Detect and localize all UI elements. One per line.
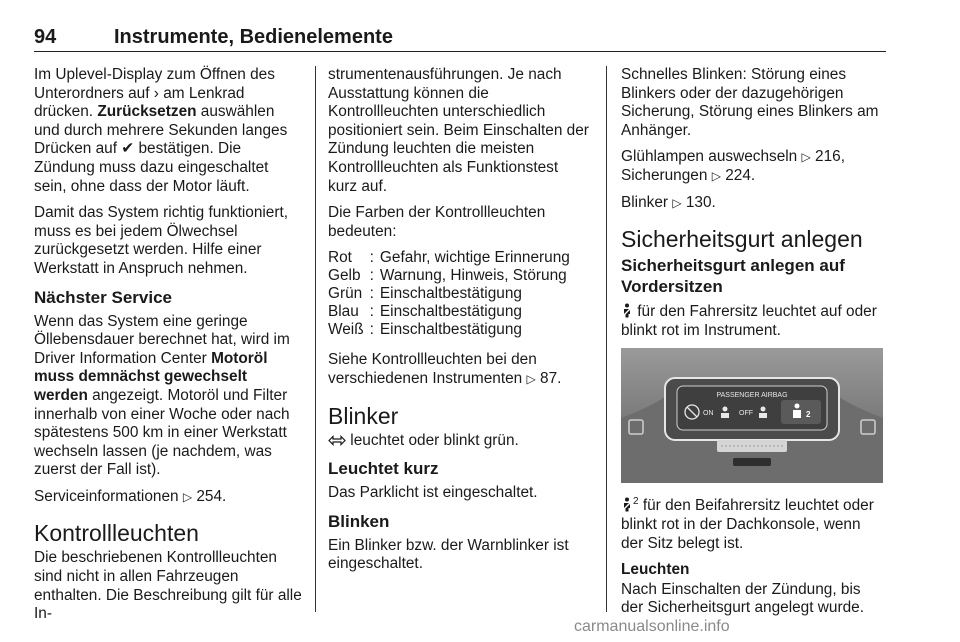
paragraph: Die Farben der Kontrollleuchten bedeuten: [328, 204, 546, 240]
page-ref-icon: ▷ [182, 489, 193, 504]
paragraph: Nach Einschalten der Zündung, bis der Sicherheitsgurt angelegt wurde. [621, 580, 864, 617]
heading-blinken: Blinken [328, 511, 390, 531]
page-ref-icon: ▷ [711, 168, 721, 183]
page-header [34, 22, 886, 52]
heading-blinker: Blinker [328, 402, 399, 429]
passenger-seatbelt-icon [621, 497, 633, 512]
airbag-panel-illustration [621, 348, 883, 483]
chapter-title: Instrumente, Bedienelemente [114, 26, 393, 48]
heading-vordersitzen: Sicherheitsgurt anlegen auf Vordersitzen [621, 256, 845, 297]
heading-next-service: Nächster Service [34, 287, 172, 307]
passenger-number: 2 [633, 496, 639, 508]
page-ref-link[interactable]: 216, Sicherungen [621, 148, 846, 184]
paragraph: Serviceinformationen ▷ 254. [34, 487, 227, 505]
color-meaning-table [328, 249, 570, 339]
heading-kontrollleuchten: Kontrollleuchten [34, 520, 199, 547]
paragraph: Blinker ▷ 130. [621, 193, 716, 211]
table-row: Blau : Einschaltbestätigung [328, 303, 522, 321]
paragraph: strumentenausführungen. Je nach Ausstattung können die Kontrollleuchten unterschiedlich positioniert sein. Beim Einschalten der Zündung leuchten die meisten Kontrollleuchten als Funktionstest kurz auf. [328, 66, 589, 195]
page-ref-link[interactable]: 130. [685, 193, 716, 211]
checkmark-icon: ✔ [121, 140, 135, 158]
paragraph: Im Uplevel-Display zum Öffnen des Unterordners auf › am Lenkrad drücken. Zurücksetzen auswählen und durch mehrere Sekunden langes Drücken auf ✔ bestätigen. Die Zündung muss dazu eingeschaltet sein, ohne dass der Motor läuft. [34, 66, 288, 195]
panel-label: PASSENGER AIRBAG [716, 392, 788, 400]
column-divider [315, 66, 316, 612]
paragraph: Wenn das System eine geringe Öllebensdauer berechnet hat, wird im Driver Information Center Motoröl muss demnächst gewechselt werden angezeigt. Motoröl und Filter innerhalb von einer Woche oder nach spätestens 500 km in einer Werkstatt wechseln lassen (je nachdem, was zuerst der Fall ist). [34, 312, 290, 479]
heading-leuchtet-kurz: Leuchtet kurz [328, 459, 439, 479]
page-number: 94 [34, 26, 57, 48]
paragraph: Die beschriebenen Kontrollleuchten sind nicht in allen Fahrzeugen enthalten. Die Beschreibung gilt für alle In- [34, 549, 302, 623]
reset-term: Zurücksetzen [97, 103, 197, 121]
watermark: carmanualsonline.info [574, 618, 730, 635]
chevron-right-icon: › [153, 84, 159, 102]
page-ref-icon: ▷ [801, 150, 811, 165]
page-ref-icon: ▷ [526, 371, 536, 386]
paragraph: für den Fahrersitz leuchtet auf oder blinkt rot im Instrument. [621, 303, 877, 339]
page-ref-link[interactable]: 254. [196, 487, 227, 505]
passenger-number: 2 [806, 410, 811, 420]
column-2 [328, 66, 590, 582]
heading-leuchten: Leuchten [621, 561, 690, 579]
heading-sicherheitsgurt: Sicherheitsgurt anlegen [621, 226, 863, 253]
oil-message-term: Motoröl muss demnächst gewechselt werden [34, 349, 268, 404]
column-divider [606, 66, 607, 612]
column-1 [34, 66, 304, 632]
seatbelt-icon [621, 303, 633, 318]
paragraph: Damit das System richtig funktioniert, muss es bei jedem Ölwechsel zurückgesetzt werden. Hilfe einer Werkstatt in Anspruch nehmen. [34, 204, 289, 277]
table-row: Gelb : Warnung, Hinweis, Störung [328, 267, 567, 285]
paragraph: Das Parklicht ist eingeschaltet. [328, 484, 538, 502]
paragraph: leuchtet oder blinkt grün. [328, 432, 590, 451]
table-row: Grün : Einschaltbestätigung [328, 285, 522, 303]
overhead-console-image [621, 348, 883, 483]
paragraph: Schnelles Blinken: Störung eines Blinkers oder der dazugehörigen Sicherung, Störung eines Blinkers am Anhänger. [621, 66, 879, 139]
table-row: Weiß : Einschaltbestätigung [328, 321, 522, 339]
column-3 [621, 66, 887, 626]
page-ref-link[interactable]: 224. [725, 166, 756, 184]
paragraph: Siehe Kontrollleuchten bei den verschiedenen Instrumenten ▷ 87. [328, 351, 562, 387]
paragraph: $^2$ für den Beifahrersitz leuchtet oder blinkt rot in der Dachkonsole, wenn der Sitz belegt ist. [621, 496, 874, 552]
off-label: OFF [739, 410, 753, 418]
page-ref-link[interactable]: 87. [540, 369, 562, 387]
paragraph: Ein Blinker bzw. der Warnblinker ist eingeschaltet. [328, 536, 569, 573]
table-row: Rot : Gefahr, wichtige Erinnerung [328, 249, 570, 267]
paragraph: Glühlampen auswechseln ▷ 216, Sicherungen ▷ 224. [621, 148, 846, 184]
on-label: ON [703, 410, 714, 418]
turn-signal-icon [328, 435, 346, 446]
page-ref-icon: ▷ [672, 195, 682, 210]
